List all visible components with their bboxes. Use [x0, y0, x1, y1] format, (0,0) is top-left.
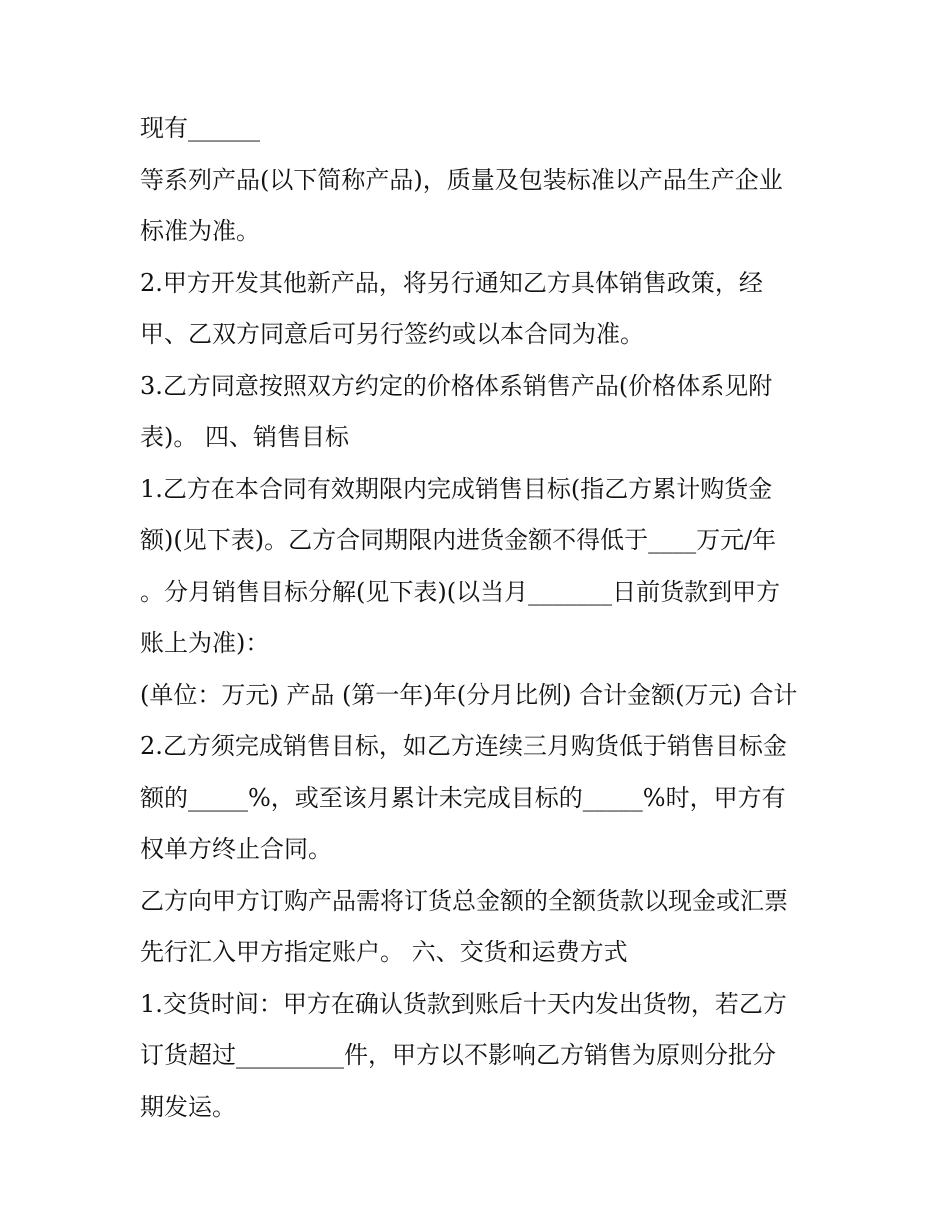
text-line: 标准为准。	[140, 217, 260, 245]
text-line: (单位：万元) 产品 (第一年)年(分月比例) 合计金额(万元) 合计	[140, 680, 798, 709]
text-line: 乙方向甲方订购产品需将订货总金额的全额货款以现金或汇票	[140, 886, 788, 915]
text-line: 先行汇入甲方指定账户。 六、交货和运费方式	[140, 938, 628, 966]
text-line: 账上为准)：	[140, 629, 270, 657]
text-line: 表)。 四、销售目标	[140, 423, 349, 451]
text-line: 1.乙方在本合同有效期限内完成销售目标(指乙方累计购货金	[140, 474, 773, 503]
text-line: 3.乙方同意按照双方约定的价格体系销售产品(价格体系见附	[140, 371, 773, 400]
text-line: 额)(见下表)。乙方合同期限内进货金额不得低于____万元/年	[140, 526, 777, 554]
document-body	[140, 103, 830, 1133]
text-line: 。分月销售目标分解(见下表)(以当月_______日前货款到甲方	[140, 577, 781, 606]
text-line: 权单方终止合同。	[140, 835, 332, 863]
text-line: 2.乙方须完成销售目标，如乙方连续三月购货低于销售目标金	[140, 732, 787, 760]
text-line: 期发运。	[140, 1092, 236, 1121]
text-line: 额的_____%，或至该月累计未完成目标的_____%时，甲方有	[140, 783, 786, 812]
text-line: 2.甲方开发其他新产品，将另行通知乙方具体销售政策，经	[140, 268, 763, 297]
text-line: 现有______	[140, 114, 260, 142]
text-line: 1.交货时间：甲方在确认货款到账后十天内发出货物，若乙方	[140, 989, 787, 1018]
text-line: 订货超过_________件，甲方以不影响乙方销售为原则分批分	[140, 1041, 776, 1069]
text-line: 甲、乙双方同意后可另行签约或以本合同为准。	[140, 320, 644, 348]
text-line: 等系列产品(以下简称产品)，质量及包装标准以产品生产企业	[140, 165, 783, 194]
